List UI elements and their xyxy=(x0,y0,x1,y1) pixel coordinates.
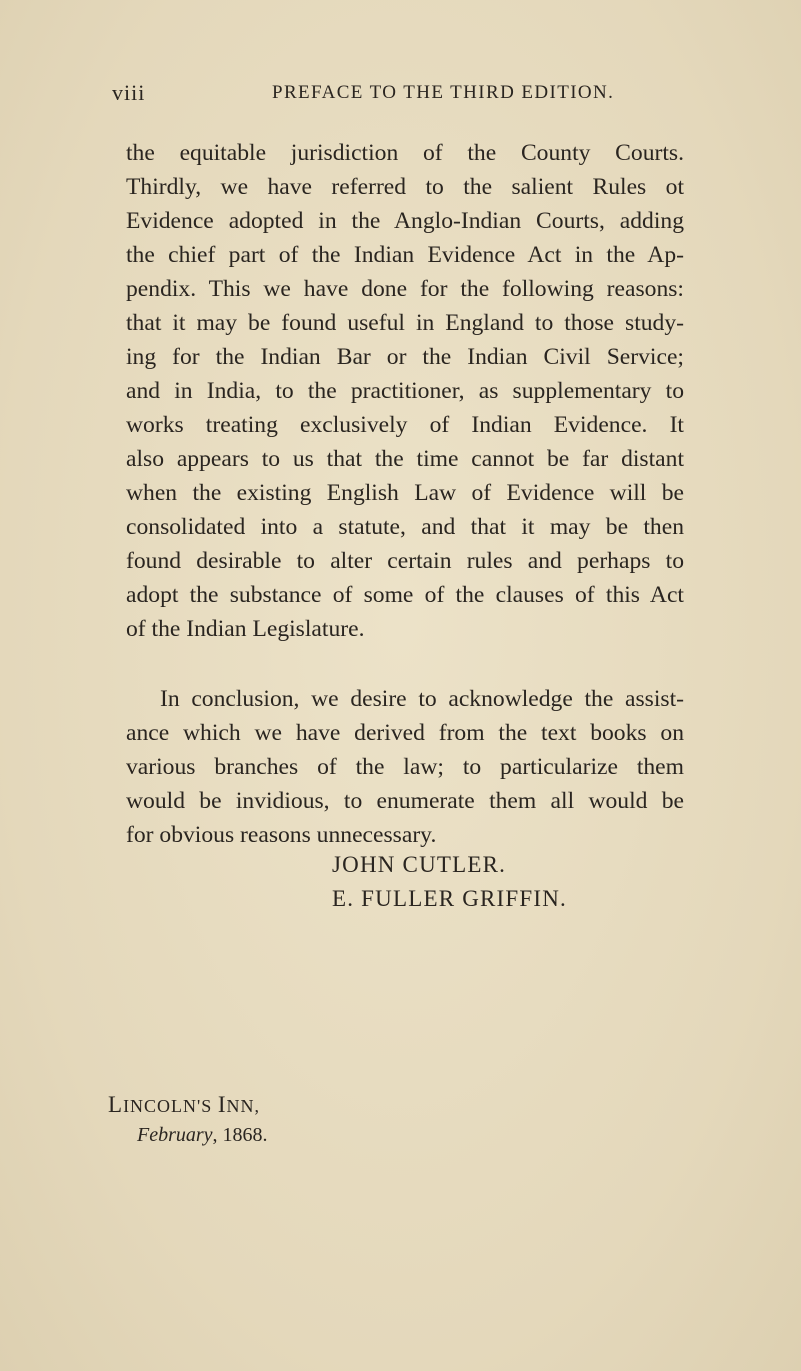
place-cap-l: L xyxy=(108,1092,124,1117)
date-month: February xyxy=(137,1124,213,1146)
text-line: consolidated into a statute, and that it may be then xyxy=(126,514,684,540)
signature-john-cutler: JOHN CUTLER. xyxy=(332,852,507,877)
text-line: Thirdly, we have referred to the salient Rules ot xyxy=(126,174,684,200)
body-text xyxy=(126,136,684,852)
date-year: , 1868. xyxy=(212,1124,268,1146)
place-cap-i: I xyxy=(217,1092,227,1117)
text-line: works treating exclusively of Indian Evidence. It xyxy=(126,412,684,438)
text-line: Evidence adopted in the Anglo-Indian Courts, adding xyxy=(126,208,684,234)
text-line: found desirable to alter certain rules and perhaps to xyxy=(126,548,684,574)
place-rest-incoln: INCOLN'S xyxy=(123,1096,218,1116)
text-line: In conclusion, we desire to acknowledge the assist- xyxy=(160,686,684,712)
text-line: and in India, to the practitioner, as supplementary to xyxy=(126,378,684,404)
text-line: when the existing English Law of Evidence will be xyxy=(126,480,684,506)
text-line: that it may be found useful in England to those study- xyxy=(126,310,684,336)
text-line: ing for the Indian Bar or the Indian Civil Service; xyxy=(126,344,684,370)
text-line: ance which we have derived from the text books on xyxy=(126,720,684,746)
text-line: also appears to us that the time cannot be far distant xyxy=(126,446,684,472)
paragraph-gap xyxy=(126,646,684,682)
paragraph-continuation xyxy=(126,136,684,646)
running-title: PREFACE TO THE THIRD EDITION. xyxy=(272,82,615,103)
paragraph-conclusion xyxy=(126,682,684,852)
signature-e-fuller-griffin: E. FULLER GRIFFIN. xyxy=(332,886,568,911)
text-line: pendix. This we have done for the following reasons: xyxy=(126,276,684,302)
place-rest-nn: NN, xyxy=(226,1096,260,1116)
date-line xyxy=(137,1124,268,1147)
text-line: for obvious reasons unnecessary. xyxy=(126,822,437,848)
text-line: the chief part of the Indian Evidence Act in the Ap- xyxy=(126,242,684,268)
text-line: various branches of the law; to particularize them xyxy=(126,754,684,780)
text-line: the equitable jurisdiction of the County Courts. xyxy=(126,140,684,166)
page-number: viii xyxy=(112,80,146,105)
text-line: would be invidious, to enumerate them all would be xyxy=(126,788,684,814)
text-line: adopt the substance of some of the clauses of this Act xyxy=(126,582,684,608)
place-line xyxy=(108,1092,260,1118)
text-line: of the Indian Legislature. xyxy=(126,616,365,642)
running-head xyxy=(112,80,672,110)
